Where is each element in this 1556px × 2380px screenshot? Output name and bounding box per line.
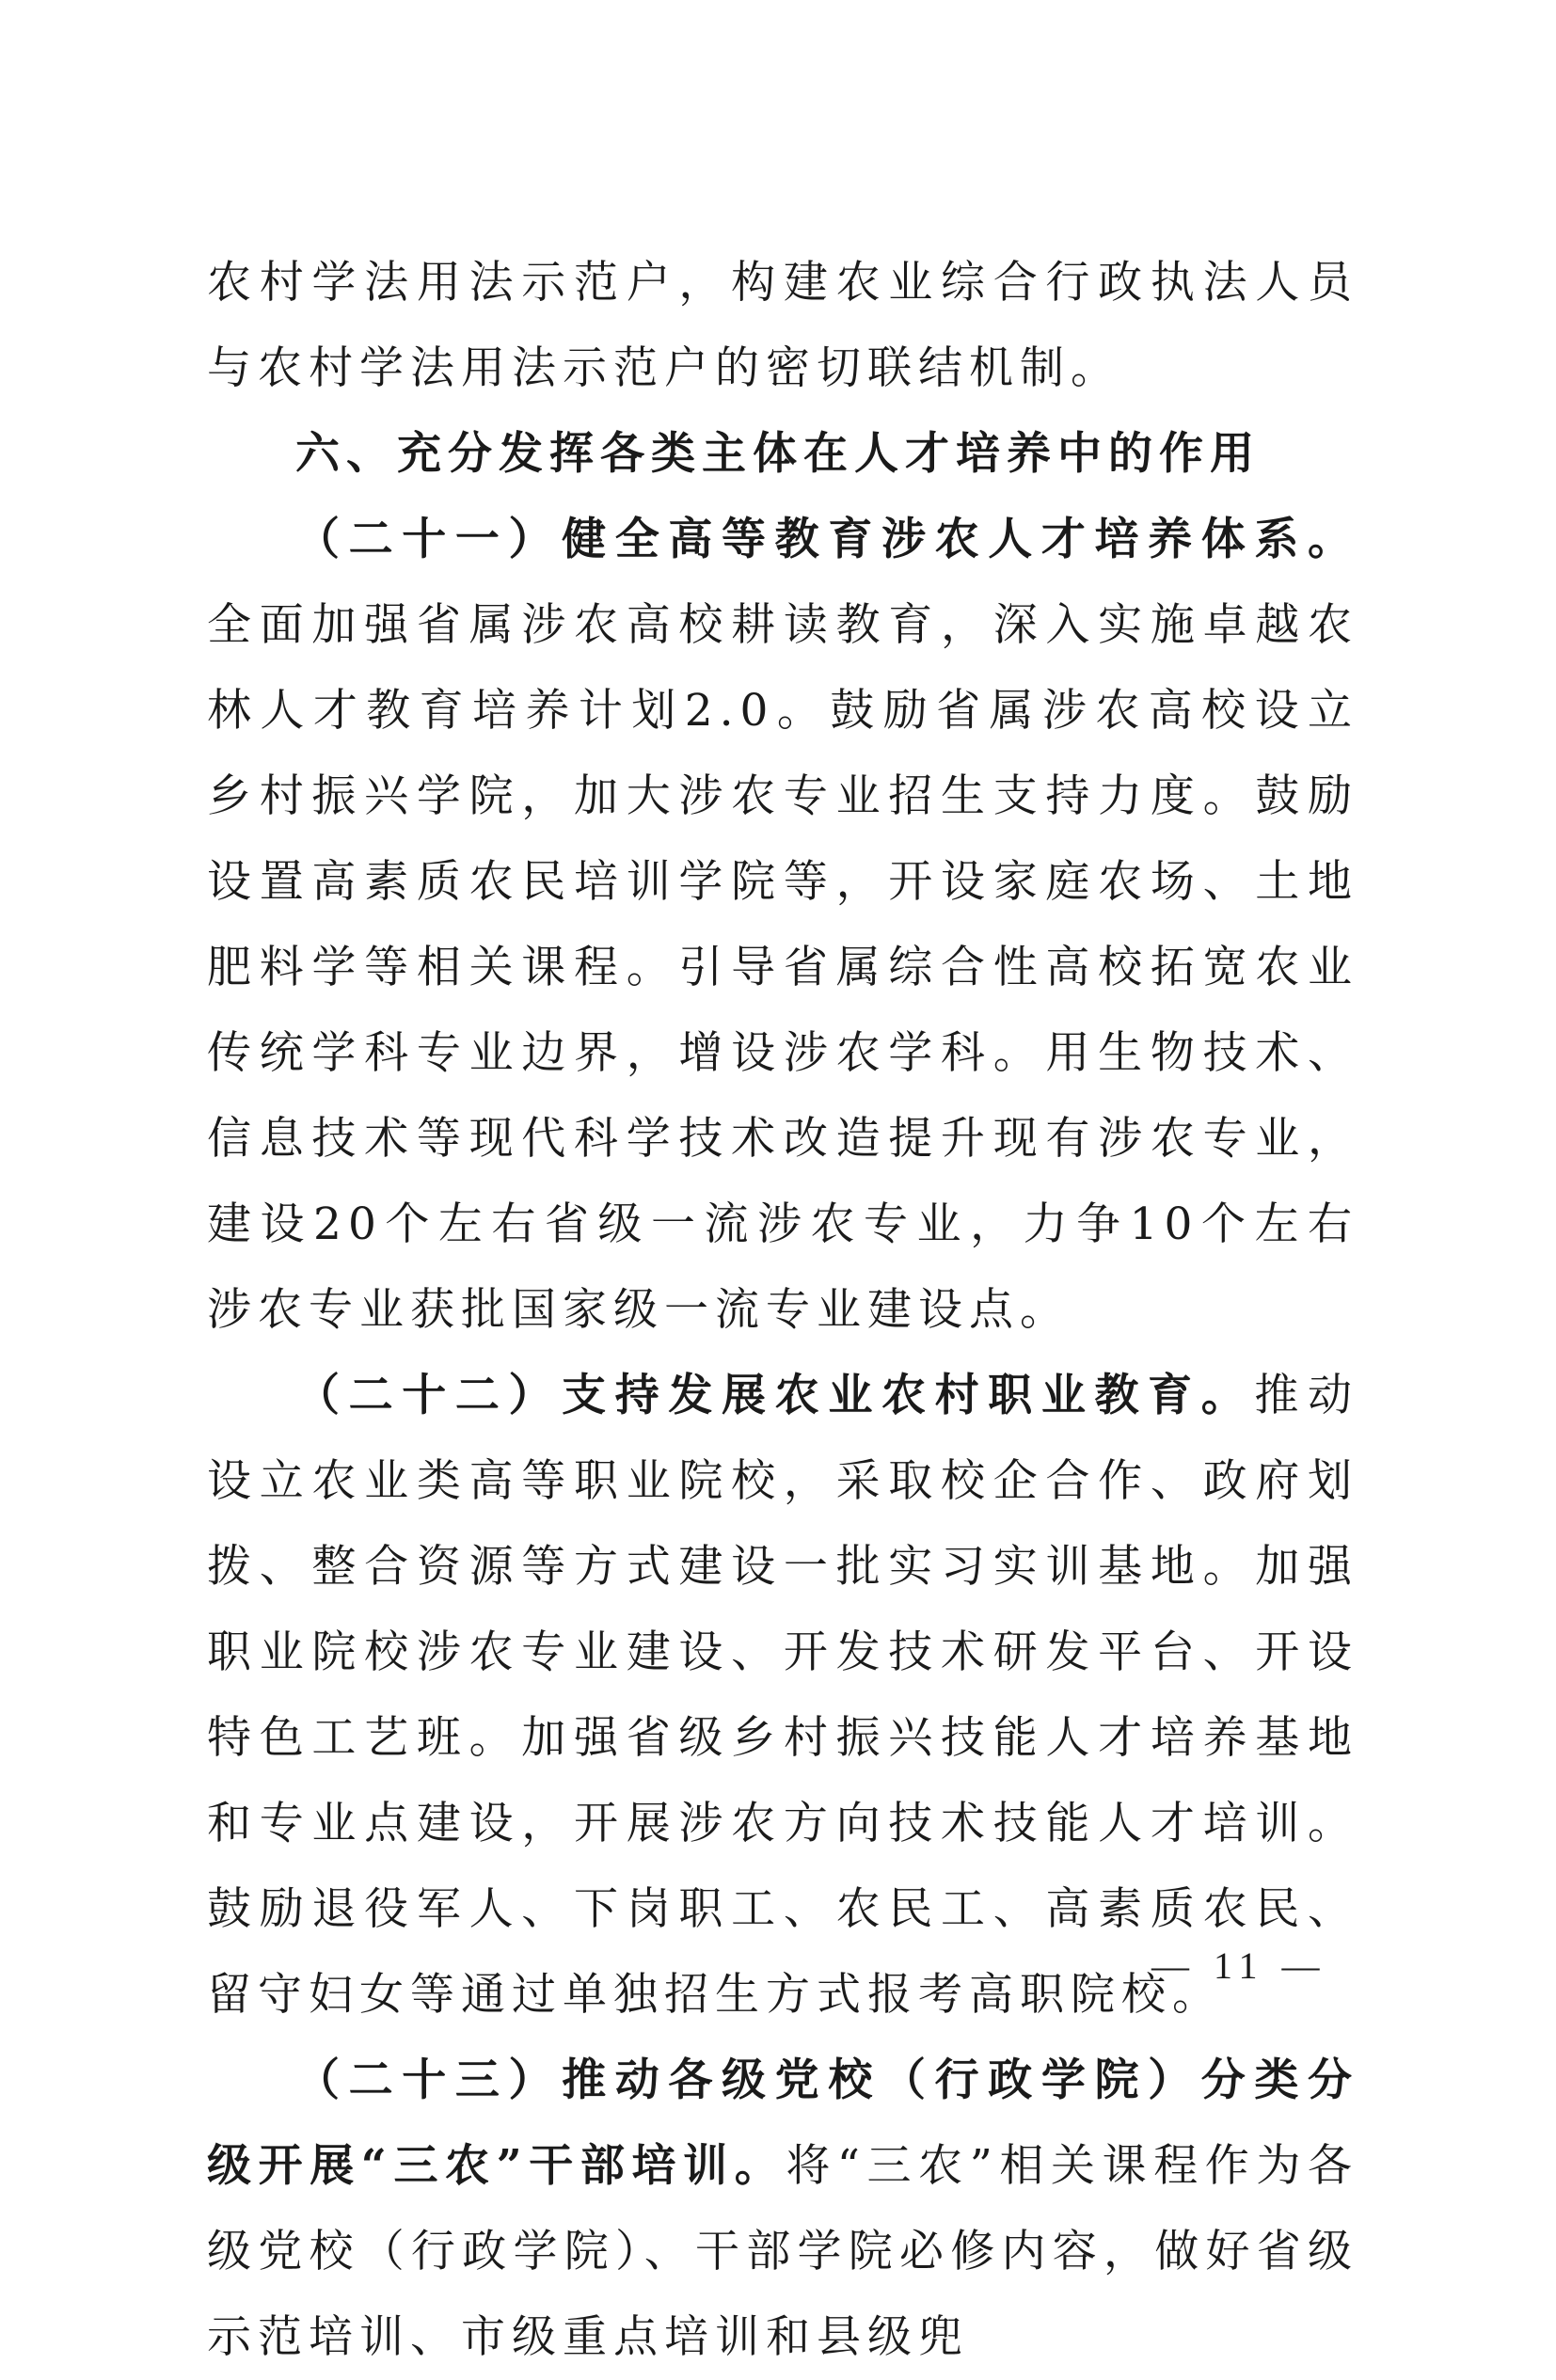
document-body: [207, 240, 1358, 2380]
paragraph-21: [207, 497, 1358, 1353]
paragraph-21-body: 全面加强省属涉农高校耕读教育，深入实施卓越农林人才教育培养计划2.0。鼓励省属涉农高校设立乡村振兴学院，加大涉农专业招生支持力度。鼓励设置高素质农民培训学院等，开设家庭农场、土地肥料学等相关课程。引导省属综合性高校拓宽农业传统学科专业边界，增设涉农学科。用生物技术、信息技术等现代科学技术改造提升现有涉农专业，建设20个左右省级一流涉农专业，力争10个左右涉农专业获批国家级一流专业建设点。: [207, 599, 1358, 1336]
page-number: — 11 —: [1151, 1944, 1327, 1987]
paragraph-22: [207, 1353, 1358, 2038]
paragraph-23-body: 将“三农”相关课程作为各级党校（行政学院）、干部学院必修内容，做好省级示范培训、市级重点培训和县级兜: [207, 2140, 1358, 2363]
section-heading: 六、充分发挥各类主体在人才培养中的作用: [295, 428, 1261, 480]
continuation-paragraph: 农村学法用法示范户，构建农业综合行政执法人员与农村学法用法示范户的密切联结机制。: [207, 257, 1358, 394]
paragraph-22-lead: （二十二）支持发展农业农村职业教育。: [295, 1370, 1255, 1421]
paragraph-22-body: 推动设立农业类高等职业院校，采取校企合作、政府划拨、整合资源等方式建设一批实习实训基地。加强职业院校涉农专业建设、开发技术研发平台、开设特色工艺班。加强省级乡村振兴技能人才培养基地和专业点建设，开展涉农方向技术技能人才培训。鼓励退役军人、下岗职工、农民工、高素质农民、留守妇女等通过单独招生方式报考高职院校。: [207, 1370, 1359, 2021]
paragraph-23-lead: （二十三）推动各级党校（行政学院）分类分级开展“三农”干部培训。: [207, 2055, 1358, 2192]
paragraph-21-lead: （二十一）健全高等教育涉农人才培养体系。: [295, 514, 1358, 565]
paragraph-23: [207, 2038, 1358, 2380]
